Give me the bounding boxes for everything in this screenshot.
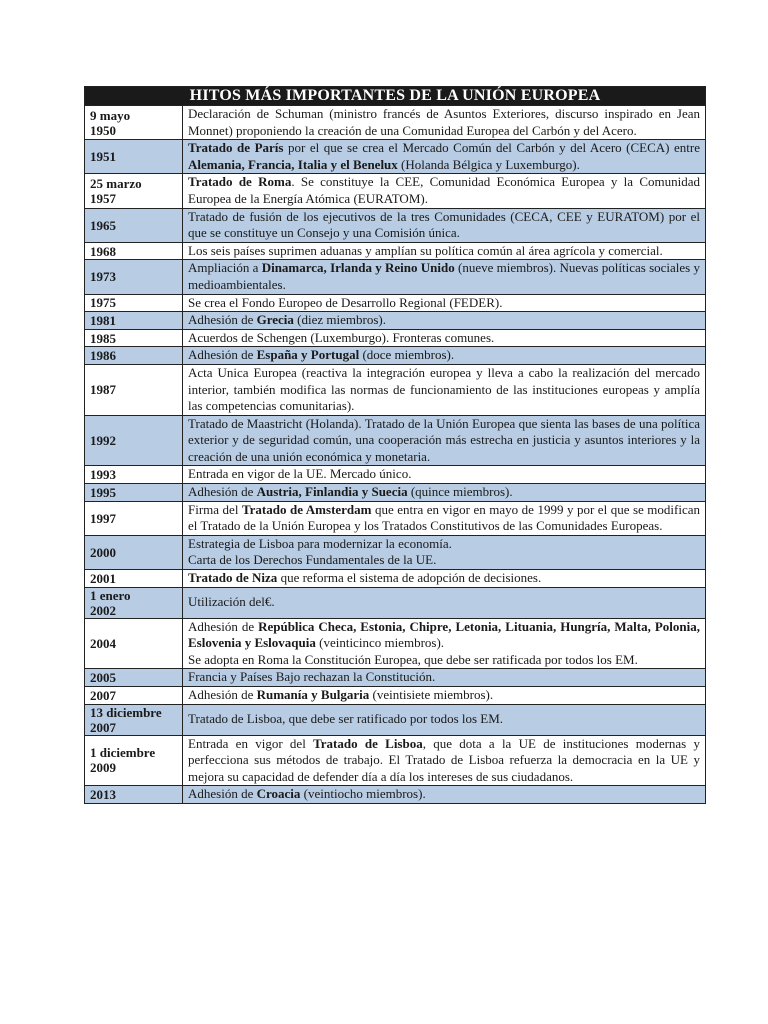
milestone-date: 1951 [85,140,183,174]
table-row [85,329,706,347]
description-text: Tratado de fusión de los ejecutivos de la tres Comunidades (CECA, CEE y EURATOM) por el que se constituye un Consejo y una Comisión única. [188,208,701,241]
milestone-date: 1985 [85,329,183,347]
description-text: Entrada en vigor de la UE. Mercado único. [188,466,412,482]
table-row [85,242,706,260]
milestone-description [183,669,706,687]
milestone-description [183,704,706,735]
eu-milestones-table [84,86,706,804]
milestone-description [183,347,706,365]
milestone-description [183,786,706,804]
milestone-date: 2005 [85,669,183,687]
table-row [85,587,706,618]
description-text: Los seis países suprimen aduanas y amplían su política común al área agrícola y comercial. [188,242,663,258]
description-text: que reforma el sistema de adopción de decisiones. [277,570,542,586]
table-row [85,786,706,804]
table-row [85,208,706,242]
description-text: Utilización del€. [188,594,275,610]
highlighted-text: Tratado de Amsterdam [241,501,372,517]
description-text: (Holanda Bélgica y Luxemburgo). [397,156,580,172]
table-row [85,484,706,502]
milestone-date: 25 marzo 1957 [85,174,183,208]
milestone-description [183,294,706,312]
highlighted-text: Alemania, Francia, Italia y el Benelux [188,156,398,172]
table-row [85,618,706,669]
milestone-description [183,260,706,294]
milestone-description [183,242,706,260]
description-text: Adhesión de [188,484,257,500]
milestone-date: 1993 [85,466,183,484]
milestone-description [183,687,706,705]
highlighted-text: Tratado de París [188,140,284,156]
description-text: Se crea el Fondo Europeo de Desarrollo Regional (FEDER). [188,294,503,310]
table-body [85,106,706,804]
milestone-description [183,329,706,347]
description-text: (nueve miembros). Nuevas políticas sociales y medioambientales. [188,260,700,292]
table-row [85,415,706,466]
description-text: que entra en vigor en mayo de 1999 y por el que se modifican el Tratado de la Unión Europea y los Tratados Constitutivos de las Comunidades Europeas. [188,501,701,534]
milestone-description [183,364,706,415]
table-row [85,501,706,535]
description-text: (doce miembros). [359,347,455,363]
highlighted-text: España y Portugal [256,347,360,363]
milestone-date: 1992 [85,415,183,466]
description-text: Adhesión de [188,347,257,363]
milestone-description [183,735,706,786]
description-text: por el que se crea el Mercado Común del Carbón y del Acero (CECA) entre [283,140,701,156]
milestone-description [183,587,706,618]
description-text: (diez miembros). [293,312,386,328]
highlighted-text: Dinamarca, Irlanda y Reino Unido [261,260,455,276]
description-text: Adhesión de [188,618,259,634]
description-text: , que dota a la UE de instituciones modernas y perfecciona sus métodos de trabajo. El Tratado de Lisboa refuerza la democracia en la UE y mejora su capacidad de defender día a día los intereses de sus ciudadanos. [188,735,701,784]
table-row [85,669,706,687]
description-text: Estrategia de Lisboa para modernizar la economía. Carta de los Derechos Fundamentales de la UE. [188,535,452,568]
milestone-date: 1995 [85,484,183,502]
description-text: Adhesión de [188,786,257,802]
table-row [85,294,706,312]
milestone-date: 9 mayo 1950 [85,106,183,140]
highlighted-text: Austria, Finlandia y Suecia [256,484,408,500]
table-row [85,735,706,786]
milestone-date: 1973 [85,260,183,294]
description-text: Declaración de Schuman (ministro francés de Asuntos Exteriores, discurso inspirado en Jean Monnet) proponiendo la creación de una Comunidad Europea del Carbón y del Acero. [188,106,701,138]
description-text: Adhesión de [188,687,257,702]
milestone-description [183,208,706,242]
milestone-date: 2001 [85,570,183,588]
milestone-date: 2004 [85,618,183,669]
milestone-date: 1986 [85,347,183,365]
highlighted-text: Croacia [256,786,301,802]
description-text: Acuerdos de Schengen (Luxemburgo). Fronteras comunes. [188,329,495,345]
table-header-row [85,87,706,106]
table-row [85,260,706,294]
milestone-description [183,466,706,484]
milestone-date: 1965 [85,208,183,242]
milestone-description [183,618,706,669]
table-row [85,347,706,365]
highlighted-text: Rumanía y Bulgaria [256,687,370,702]
milestone-description [183,535,706,569]
description-text: (quince miembros). [407,484,513,500]
highlighted-text: Tratado de Lisboa [313,735,423,751]
highlighted-text: Grecia [256,312,294,328]
description-text: Adhesión de [188,312,257,328]
milestone-date: 1987 [85,364,183,415]
description-text: (veinticinco miembros). Se adopta en Roma la Constitución Europea, que debe ser ratificada por todos los EM. [188,635,638,667]
description-text: (veintisiete miembros). [369,687,494,702]
table-row [85,364,706,415]
table-row [85,312,706,330]
table-row [85,106,706,140]
highlighted-text: Tratado de Roma [188,174,292,190]
table-row [85,535,706,569]
description-text: Francia y Países Bajo rechazan la Constitución. [188,669,436,685]
milestone-date: 13 diciembre 2007 [85,704,183,735]
milestone-date: 1997 [85,501,183,535]
table-row [85,140,706,174]
description-text: Acta Unica Europea (reactiva la integración europea y lleva a cabo la realización del mercado interior, también modifica las normas de funcionamiento de las instituciones europeas y amplía las competencias comunitarias). [188,364,701,414]
milestone-description [183,140,706,174]
milestone-date: 2000 [85,535,183,569]
table-row [85,704,706,735]
milestone-date: 2007 [85,687,183,705]
milestone-date: 2013 [85,786,183,804]
table-row [85,570,706,588]
milestone-description [183,501,706,535]
description-text: Ampliación a [188,260,262,276]
table-row [85,466,706,484]
description-text: Entrada en vigor del [188,735,314,751]
milestone-description [183,570,706,588]
table-title: HITOS MÁS IMPORTANTES DE LA UNIÓN EUROPEA [85,87,706,106]
milestone-date: 1968 [85,242,183,260]
description-text: Tratado de Maastricht (Holanda). Tratado de la Unión Europea que sienta las bases de una política exterior y de seguridad común, una cooperación más estrecha en justicia y asuntos interiores y la creación de una unión económica y monetaria. [188,415,701,464]
highlighted-text: República Checa, Estonia, Chipre, Letonia, Lituania, Hungría, Malta, Polonia, Eslovenia y Eslovaquia [188,618,700,651]
table-row [85,687,706,705]
description-text: (veintiocho miembros). [300,786,426,802]
milestone-description [183,312,706,330]
milestone-description [183,415,706,466]
description-text: . Se constituye la CEE, Comunidad Económica Europea y la Comunidad Europea de la Energía Atómica (EURATOM). [188,174,701,206]
milestone-date: 1981 [85,312,183,330]
milestone-description [183,106,706,140]
milestone-date: 1 diciembre 2009 [85,735,183,786]
milestone-description [183,174,706,208]
milestone-date: 1 enero 2002 [85,587,183,618]
milestone-date: 1975 [85,294,183,312]
description-text: Tratado de Lisboa, que debe ser ratificado por todos los EM. [188,711,504,727]
milestone-description [183,484,706,502]
table-row [85,174,706,208]
highlighted-text: Tratado de Niza [188,570,278,586]
description-text: Firma del [188,501,242,517]
